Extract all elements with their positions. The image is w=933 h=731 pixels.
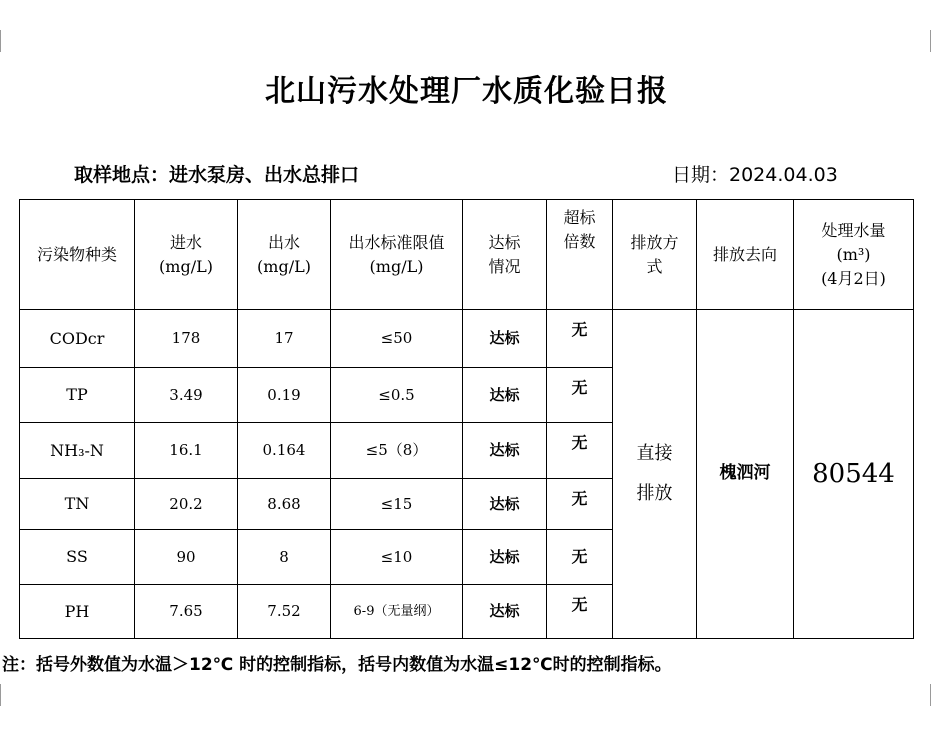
table-row xyxy=(20,310,914,368)
limit-value: 6-9（无量纲） xyxy=(331,585,463,639)
exceed-value: 无 xyxy=(547,530,613,585)
header-discharge-mode: 排放方 式 xyxy=(613,200,697,310)
header-limit: 出水标准限值 (mg/L) xyxy=(331,200,463,310)
exceed-value: 无 xyxy=(547,585,613,639)
discharge-mode: 直接 排放 xyxy=(613,310,697,639)
effluent-value: 0.19 xyxy=(238,368,331,423)
treated-volume: 80544 xyxy=(794,310,914,639)
compliance-status: 达标 xyxy=(463,423,547,479)
limit-value: ≤50 xyxy=(331,310,463,368)
header-effluent: 出水 (mg/L) xyxy=(238,200,331,310)
influent-value: 20.2 xyxy=(135,479,238,530)
compliance-status: 达标 xyxy=(463,479,547,530)
effluent-value: 8.68 xyxy=(238,479,331,530)
header-pollutant: 污染物种类 xyxy=(20,200,135,310)
crop-mark-bottom-left xyxy=(0,684,1,706)
influent-value: 16.1 xyxy=(135,423,238,479)
limit-value: ≤10 xyxy=(331,530,463,585)
exceed-value: 无 xyxy=(547,368,613,423)
pollutant-name: TN xyxy=(20,479,135,530)
compliance-status: 达标 xyxy=(463,368,547,423)
header-compliance: 达标 情况 xyxy=(463,200,547,310)
crop-mark-top-left xyxy=(0,30,1,52)
compliance-status: 达标 xyxy=(463,310,547,368)
pollutant-name: TP xyxy=(20,368,135,423)
effluent-value: 0.164 xyxy=(238,423,331,479)
header-volume: 处理水量 (m³) (4月2日) xyxy=(794,200,914,310)
limit-value: ≤15 xyxy=(331,479,463,530)
water-quality-table xyxy=(19,199,914,639)
pollutant-name: CODcr xyxy=(20,310,135,368)
header-influent: 进水 (mg/L) xyxy=(135,200,238,310)
pollutant-name: NH₃-N xyxy=(20,423,135,479)
pollutant-name: SS xyxy=(20,530,135,585)
influent-value: 3.49 xyxy=(135,368,238,423)
effluent-value: 17 xyxy=(238,310,331,368)
header-row xyxy=(20,200,914,310)
exceed-value: 无 xyxy=(547,479,613,530)
crop-mark-bottom-right xyxy=(930,684,931,706)
limit-value: ≤0.5 xyxy=(331,368,463,423)
exceed-value: 无 xyxy=(547,310,613,368)
report-date: 日期：2024.04.03 xyxy=(672,164,838,186)
exceed-value: 无 xyxy=(547,423,613,479)
compliance-status: 达标 xyxy=(463,530,547,585)
footnote: 注：括号外数值为水温＞12℃ 时的控制指标，括号内数值为水温≤12℃时的控制指标。 xyxy=(2,655,672,675)
influent-value: 7.65 xyxy=(135,585,238,639)
discharge-destination: 槐泗河 xyxy=(697,310,794,639)
crop-mark-top-right xyxy=(930,30,931,52)
effluent-value: 8 xyxy=(238,530,331,585)
compliance-status: 达标 xyxy=(463,585,547,639)
report-title: 北山污水处理厂水质化验日报 xyxy=(265,74,668,109)
sampling-location: 取样地点：进水泵房、出水总排口 xyxy=(74,164,360,186)
pollutant-name: PH xyxy=(20,585,135,639)
influent-value: 90 xyxy=(135,530,238,585)
limit-value: ≤5（8） xyxy=(331,423,463,479)
header-exceed: 超标 倍数 xyxy=(547,200,613,310)
header-destination: 排放去向 xyxy=(697,200,794,310)
influent-value: 178 xyxy=(135,310,238,368)
effluent-value: 7.52 xyxy=(238,585,331,639)
